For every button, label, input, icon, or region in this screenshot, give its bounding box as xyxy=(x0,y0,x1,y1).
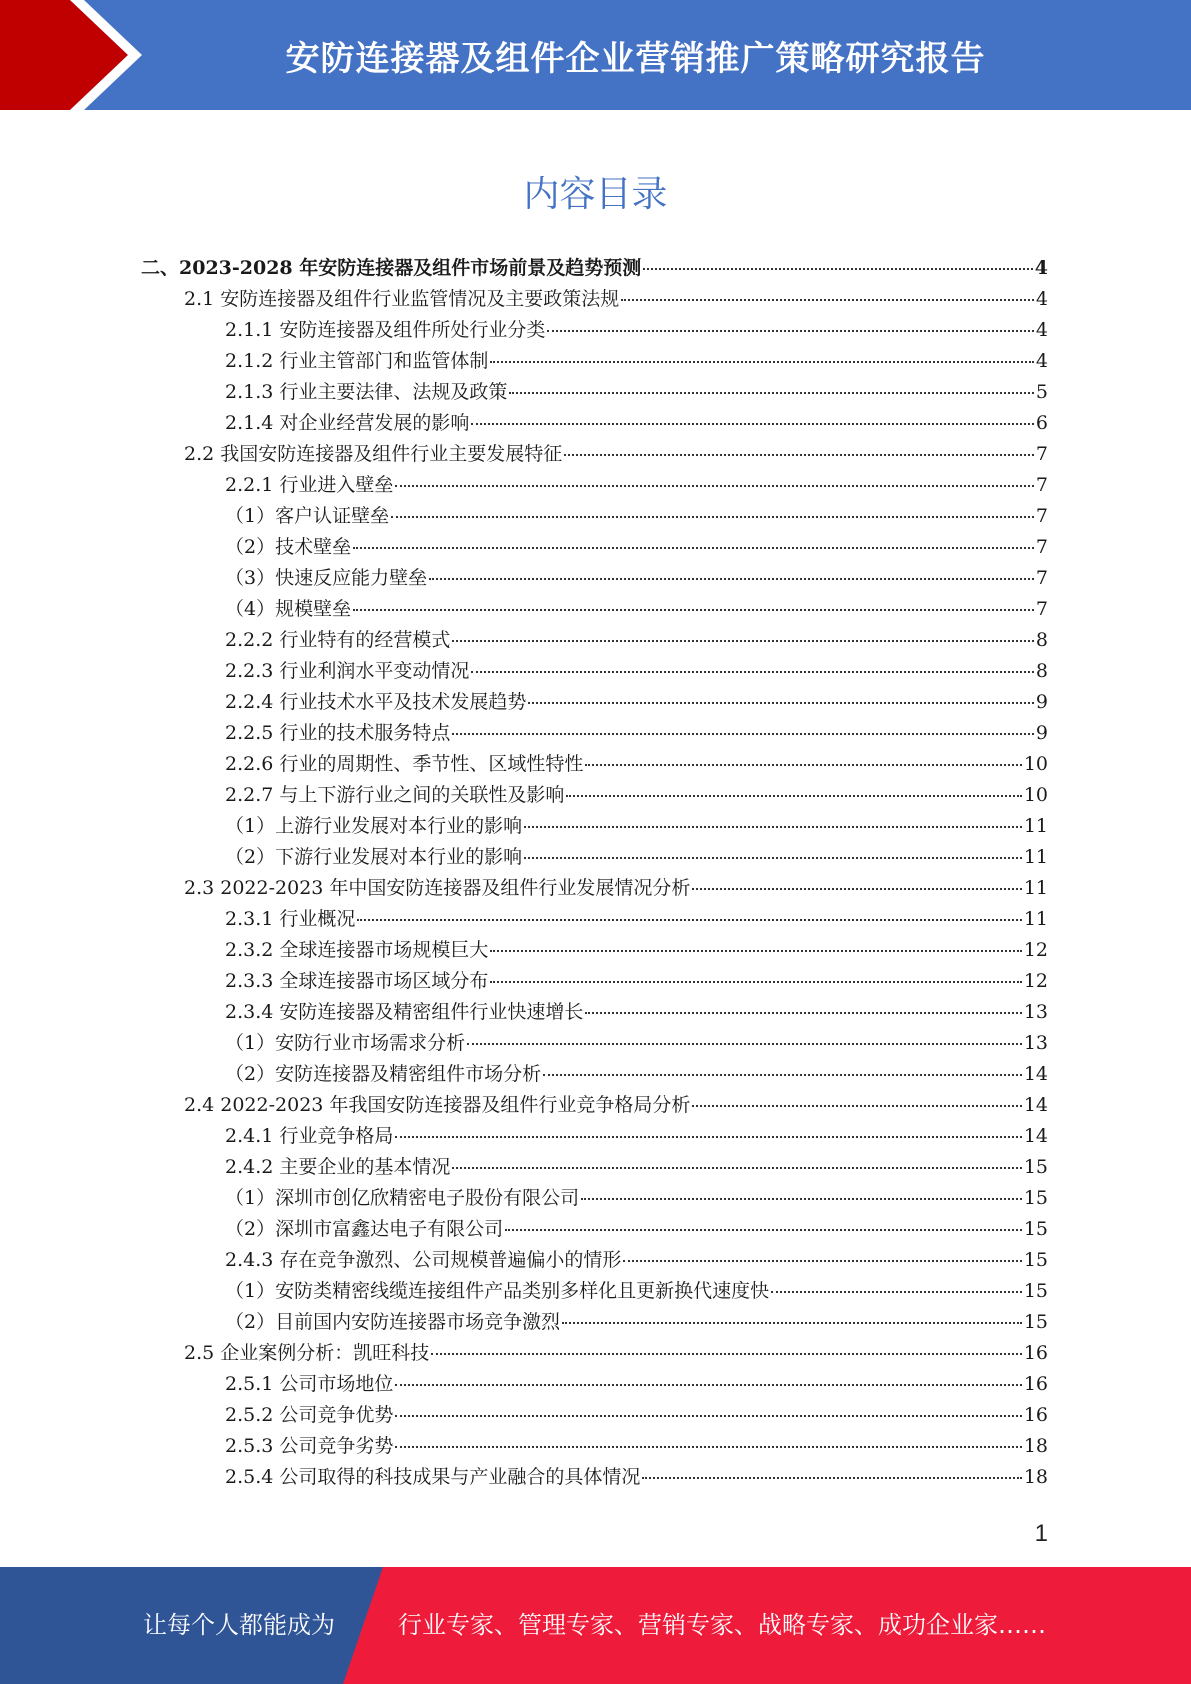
toc-entry-page: 7 xyxy=(1035,474,1048,496)
toc-entry-page: 5 xyxy=(1035,381,1048,403)
toc-entry-label: （4）规模壁垒 xyxy=(225,598,352,620)
toc-entry-page: 7 xyxy=(1035,598,1048,620)
toc-entry[interactable] xyxy=(225,718,1048,749)
toc-leader xyxy=(395,1446,1021,1448)
toc-entry-label: 2.1 安防连接器及组件行业监管情况及主要政策法规 xyxy=(184,288,620,310)
toc-entry[interactable] xyxy=(225,470,1048,501)
toc-entry[interactable] xyxy=(225,1214,1048,1245)
toc-leader xyxy=(642,1477,1021,1479)
toc-entry[interactable] xyxy=(225,1462,1048,1493)
toc-entry-page: 4 xyxy=(1034,257,1048,279)
toc-entry-page: 12 xyxy=(1023,939,1048,961)
toc-leader xyxy=(471,671,1034,673)
toc-entry[interactable] xyxy=(225,811,1048,842)
header-band xyxy=(0,0,1191,110)
toc-leader xyxy=(490,981,1021,983)
toc-entry[interactable] xyxy=(225,1152,1048,1183)
toc-entry[interactable] xyxy=(225,625,1048,656)
toc-leader xyxy=(585,764,1021,766)
toc-entry-label: 2.5.4 公司取得的科技成果与产业融合的具体情况 xyxy=(225,1466,641,1488)
toc-entry-label: 2.4.2 主要企业的基本情况 xyxy=(225,1156,451,1178)
toc-entry[interactable] xyxy=(225,408,1048,439)
toc-leader xyxy=(353,547,1034,549)
toc-entry[interactable] xyxy=(225,1369,1048,1400)
toc-entry[interactable] xyxy=(225,1245,1048,1276)
toc-entry-page: 13 xyxy=(1023,1001,1048,1023)
toc-leader xyxy=(452,733,1034,735)
toc-entry-label: 二、2023-2028 年安防连接器及组件市场前景及趋势预测 xyxy=(141,257,642,279)
toc-entry-label: （1）上游行业发展对本行业的影响 xyxy=(225,815,523,837)
toc-entry[interactable] xyxy=(225,1121,1048,1152)
toc-entry-label: 2.5.3 公司竞争劣势 xyxy=(225,1435,394,1457)
toc-entry-page: 16 xyxy=(1023,1404,1048,1426)
toc-entry-label: 2.4.3 存在竞争激烈、公司规模普遍偏小的情形 xyxy=(225,1249,622,1271)
toc-entry[interactable] xyxy=(225,997,1048,1028)
toc-entry-label: 2.2.2 行业特有的经营模式 xyxy=(225,629,451,651)
toc-leader xyxy=(357,919,1021,921)
toc-entry[interactable] xyxy=(225,1059,1048,1090)
toc-leader xyxy=(471,423,1034,425)
toc-leader xyxy=(566,795,1021,797)
toc-entry-label: （2）深圳市富鑫达电子有限公司 xyxy=(225,1218,504,1240)
header-chevron-graphic xyxy=(0,0,160,110)
toc-entry[interactable] xyxy=(225,904,1048,935)
toc-entry-label: （2）安防连接器及精密组件市场分析 xyxy=(225,1063,542,1085)
toc-entry[interactable] xyxy=(225,656,1048,687)
footer-slogan-lead: 让每个人都能成为 xyxy=(143,1611,335,1639)
toc-entry-page: 4 xyxy=(1035,350,1048,372)
toc-entry-label: （1）深圳市创亿欣精密电子股份有限公司 xyxy=(225,1187,580,1209)
toc-entry-page: 15 xyxy=(1023,1249,1048,1271)
toc-leader xyxy=(395,1136,1021,1138)
toc-entry-page: 16 xyxy=(1023,1342,1048,1364)
toc-entry-page: 7 xyxy=(1035,443,1048,465)
toc-leader xyxy=(353,609,1034,611)
toc-entry-page: 18 xyxy=(1023,1435,1048,1457)
toc-entry[interactable] xyxy=(225,594,1048,625)
toc-entry[interactable] xyxy=(225,1276,1048,1307)
toc-entry-page: 16 xyxy=(1023,1373,1048,1395)
toc-entry-page: 8 xyxy=(1035,660,1048,682)
toc-entry-label: （3）快速反应能力壁垒 xyxy=(225,567,428,589)
toc-leader xyxy=(452,1167,1021,1169)
toc-entry-page: 15 xyxy=(1023,1311,1048,1333)
toc-leader xyxy=(524,857,1022,859)
toc-leader xyxy=(452,640,1034,642)
toc-entry-page: 14 xyxy=(1023,1063,1048,1085)
toc-entry-label: 2.2 我国安防连接器及组件行业主要发展特征 xyxy=(184,443,563,465)
toc-entry-label: 2.5.2 公司竞争优势 xyxy=(225,1404,394,1426)
toc-entry[interactable] xyxy=(225,346,1048,377)
toc-entry-page: 15 xyxy=(1023,1187,1048,1209)
toc-heading: 内容目录 xyxy=(523,174,668,215)
toc-entry[interactable] xyxy=(184,873,1048,904)
toc-entry-page: 14 xyxy=(1023,1094,1048,1116)
toc-entry-label: 2.5 企业案例分析：凯旺科技 xyxy=(184,1342,430,1364)
toc-leader xyxy=(581,1198,1022,1200)
toc-entry-label: 2.3.4 安防连接器及精密组件行业快速增长 xyxy=(225,1001,584,1023)
toc-entry-label: 2.2.3 行业利润水平变动情况 xyxy=(225,660,470,682)
toc-entry[interactable] xyxy=(225,1028,1048,1059)
toc-entry[interactable] xyxy=(225,842,1048,873)
toc-entry[interactable] xyxy=(225,966,1048,997)
toc-entry[interactable] xyxy=(225,1183,1048,1214)
report-title: 安防连接器及组件企业营销推广策略研究报告 xyxy=(285,38,986,79)
toc-entry-page: 9 xyxy=(1035,691,1048,713)
toc-entry-page: 10 xyxy=(1023,784,1048,806)
toc-entry-label: 2.4.1 行业竞争格局 xyxy=(225,1125,394,1147)
toc-entry[interactable] xyxy=(225,501,1048,532)
toc-entry[interactable] xyxy=(225,780,1048,811)
toc-leader xyxy=(509,392,1034,394)
toc-entry-label: 2.5.1 公司市场地位 xyxy=(225,1373,394,1395)
toc-leader xyxy=(692,888,1021,890)
toc-entry-page: 7 xyxy=(1035,505,1048,527)
toc-leader xyxy=(543,1074,1022,1076)
toc-entry-label: 2.1.3 行业主要法律、法规及政策 xyxy=(225,381,508,403)
toc-entry-label: （1）客户认证壁垒 xyxy=(225,505,390,527)
toc-entry[interactable] xyxy=(225,1431,1048,1462)
toc-entry-label: 2.3.1 行业概况 xyxy=(225,908,356,930)
toc-entry-label: 2.3.3 全球连接器市场区域分布 xyxy=(225,970,489,992)
toc-entry-label: 2.2.7 与上下游行业之间的关联性及影响 xyxy=(225,784,565,806)
toc-entry-label: （2）目前国内安防连接器市场竞争激烈 xyxy=(225,1311,561,1333)
toc-leader xyxy=(547,330,1034,332)
toc-entry-page: 11 xyxy=(1023,846,1048,868)
toc-entry-label: （1）安防行业市场需求分析 xyxy=(225,1032,466,1054)
toc-entry-page: 11 xyxy=(1023,815,1048,837)
toc-entry[interactable] xyxy=(225,315,1048,346)
toc-entry-label: （1）安防类精密线缆连接组件产品类别多样化且更新换代速度快 xyxy=(225,1280,770,1302)
toc-entry-label: （2）技术壁垒 xyxy=(225,536,352,558)
toc-leader xyxy=(528,702,1034,704)
toc-leader xyxy=(562,1322,1022,1324)
toc-entry-label: 2.2.1 行业进入壁垒 xyxy=(225,474,394,496)
toc-leader xyxy=(524,826,1022,828)
toc-entry[interactable] xyxy=(225,563,1048,594)
toc-entry[interactable] xyxy=(225,935,1048,966)
toc-entry-label: （2）下游行业发展对本行业的影响 xyxy=(225,846,523,868)
toc-leader xyxy=(771,1291,1022,1293)
toc-leader xyxy=(623,1260,1021,1262)
toc-leader xyxy=(564,454,1034,456)
toc-leader xyxy=(505,1229,1022,1231)
toc-leader xyxy=(395,485,1034,487)
toc-entry-page: 11 xyxy=(1023,877,1048,899)
toc-entry[interactable] xyxy=(225,377,1048,408)
toc-entry-page: 4 xyxy=(1035,288,1048,310)
toc-entry[interactable] xyxy=(184,1338,1048,1369)
toc-entry[interactable] xyxy=(225,687,1048,718)
footer-band xyxy=(0,1567,1191,1684)
toc-leader xyxy=(490,950,1021,952)
toc-leader xyxy=(621,299,1034,301)
toc-entry-page: 18 xyxy=(1023,1466,1048,1488)
toc-entry-page: 9 xyxy=(1035,722,1048,744)
toc-entry-page: 12 xyxy=(1023,970,1048,992)
toc-entry[interactable] xyxy=(184,439,1048,470)
toc-leader xyxy=(429,578,1034,580)
toc-leader xyxy=(431,1353,1022,1355)
toc-entry-page: 14 xyxy=(1023,1125,1048,1147)
toc-entry-page: 10 xyxy=(1023,753,1048,775)
toc-leader xyxy=(395,1415,1021,1417)
toc-entry[interactable] xyxy=(141,253,1048,284)
toc-leader xyxy=(490,361,1034,363)
toc-entry-page: 15 xyxy=(1023,1218,1048,1240)
toc-entry-page: 6 xyxy=(1035,412,1048,434)
toc-leader xyxy=(391,516,1034,518)
toc-entry-page: 15 xyxy=(1023,1280,1048,1302)
toc-leader xyxy=(643,268,1033,270)
toc-entry-page: 7 xyxy=(1035,567,1048,589)
toc-entry-label: 2.2.5 行业的技术服务特点 xyxy=(225,722,451,744)
toc-entry-page: 13 xyxy=(1023,1032,1048,1054)
toc-entry[interactable] xyxy=(225,1400,1048,1431)
toc-entry[interactable] xyxy=(225,1307,1048,1338)
toc-entry-label: 2.2.6 行业的周期性、季节性、区域性特性 xyxy=(225,753,584,775)
toc-entry-label: 2.3.2 全球连接器市场规模巨大 xyxy=(225,939,489,961)
toc-entry[interactable] xyxy=(225,532,1048,563)
toc-entry-page: 15 xyxy=(1023,1156,1048,1178)
page-number: 1 xyxy=(1034,1520,1048,1547)
toc-entry-label: 2.1.1 安防连接器及组件所处行业分类 xyxy=(225,319,546,341)
toc-entry-label: 2.3 2022-2023 年中国安防连接器及组件行业发展情况分析 xyxy=(184,877,691,899)
toc-entry-page: 7 xyxy=(1035,536,1048,558)
toc-entry-label: 2.1.4 对企业经营发展的影响 xyxy=(225,412,470,434)
toc-entry-label: 2.4 2022-2023 年我国安防连接器及组件行业竞争格局分析 xyxy=(184,1094,691,1116)
toc-entry[interactable] xyxy=(184,284,1048,315)
toc-leader xyxy=(585,1012,1021,1014)
toc-leader xyxy=(395,1384,1021,1386)
toc-entry-label: 2.2.4 行业技术水平及技术发展趋势 xyxy=(225,691,527,713)
toc-leader xyxy=(692,1105,1021,1107)
footer-slogan-roles: 行业专家、管理专家、营销专家、战略专家、成功企业家…… xyxy=(398,1611,1046,1639)
toc-entry-page: 8 xyxy=(1035,629,1048,651)
toc-entry-label: 2.1.2 行业主管部门和监管体制 xyxy=(225,350,489,372)
toc-entry[interactable] xyxy=(184,1090,1048,1121)
toc-entry-page: 4 xyxy=(1035,319,1048,341)
toc-entry-page: 11 xyxy=(1023,908,1048,930)
toc-entry[interactable] xyxy=(225,749,1048,780)
toc-leader xyxy=(467,1043,1022,1045)
